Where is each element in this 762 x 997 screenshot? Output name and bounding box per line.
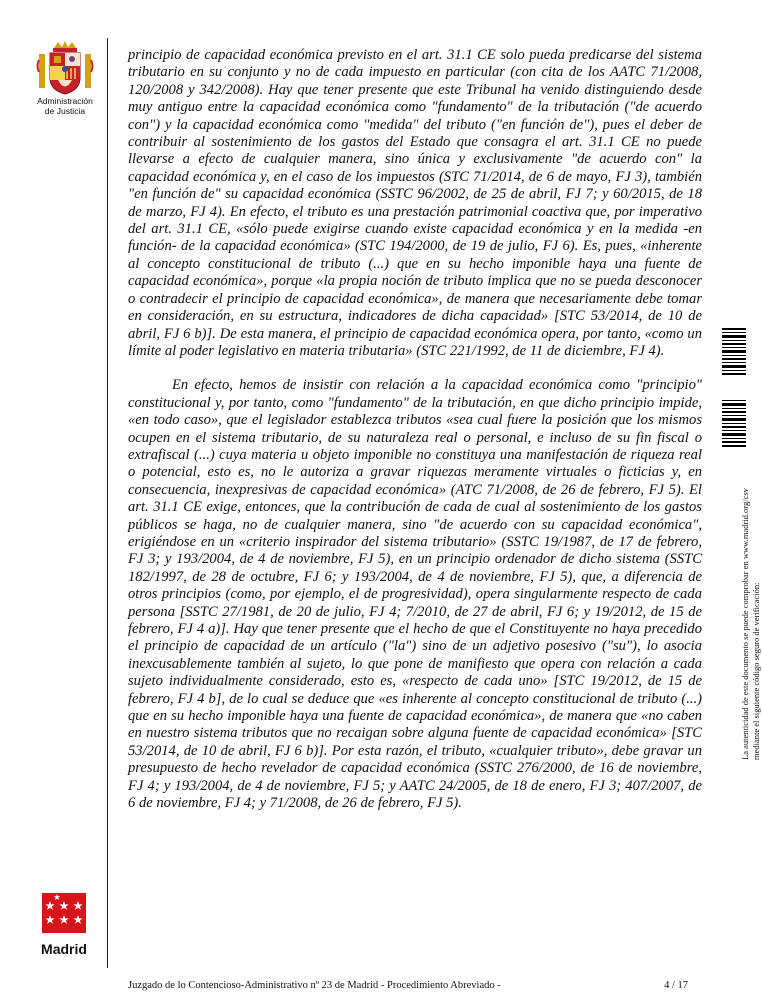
spain-coat-of-arms-icon xyxy=(36,40,94,96)
logo-administracion-justicia xyxy=(30,40,100,116)
paragraph-2: En efecto, hemos de insistir con relación a la capacidad económica como "principio" constitucional y, por tanto, como "fundamento" de la tributación, en que dicho principio impide, «en todo caso», que el legislador establezca tributos «sea cual fuere la posición que los mismos ocupen en el sistema tributario, de su naturaleza real o personal, e incluso de su fin fiscal o extrafiscal (...) cuya materia u objeto imponible no constituya una manifestación de riqueza real o potencial, esto es, no le autoriza a gravar riquezas meramente virtuales o ficticias y, en consecuencia, inexpresivas de capacidad económica» (ATC 71/2008, de 26 de febrero, FJ 5). El art. 31.1 CE exige, entonces, que la contribución de cada de cual al sostenimiento de los gastos públicos se haga, no de cualquier manera, sino "de acuerdo con su capacidad económica", erigiéndose en un «criterio inspirador del sistema tributario» (SSTC 19/1987, de 17 de febrero, FJ 3; y 193/2004, de 4 de noviembre, FJ 5), en un principio ordenador de dicho sistema (SSTC 182/1997, de 28 de octubre, FJ 6; y 193/2004, de 4 de noviembre, FJ 5), que, a diferencia de otros principios (como, por ejemplo, el de progresividad), opera singularmente respecto de cada persona [SSTC 27/1981, de 20 de julio, FJ 4; 7/2010, de 27 de abril, FJ 6; y 19/2012, de 15 de febrero, FJ 4 a)]. Hay que tener presente que el hecho de que el Constituyente no haya precedido el principio de capacidad de un artículo ("la") sino de un adjetivo posesivo ("su"), lo asocia inexcusablemente también al sujeto, lo que pone de manifiesto que opera con relación a cada sujeto individualmente considerado, esto es, «respecto de cada uno» [STC 19/2012, de 15 de febrero, FJ 4 b], de lo cual se deduce que «es inherente al concepto constitucional de tributo (...) que en su hecho imponible haya una fuente de capacidad económica», de manera que «no caben en nuestro sistema tributos que no recaigan sobre alguna fuente de capacidad económica» [STC 53/2014, de 10 de abril, FJ 6 b)]. Por esta razón, el tributo, «cualquier tributo», debe gravar un presupuesto de hecho revelador de capacidad económica (SSTC 276/2000, de 16 de noviembre, FJ 4; y 193/2004, de 4 de noviembre, FJ 5; y AATC 24/2005, de 18 de enero, FJ 3; 407/2007, de 6 de noviembre, FJ 4; y 71/2008, de 26 de febrero, FJ 5). xyxy=(128,377,702,812)
verification-note-line2: mediante el siguiente código seguro de verificación: xyxy=(751,582,761,760)
madrid-stars-icon xyxy=(42,893,86,933)
logo-label-line2: de Justicia xyxy=(44,106,86,116)
barcode-icon xyxy=(722,400,746,448)
left-margin-rule xyxy=(107,38,108,968)
footer-court: Juzgado de lo Contencioso-Administrativo nº 23 de Madrid - Procedimiento Abreviado - xyxy=(128,980,501,991)
barcode-icon xyxy=(722,328,746,376)
paragraph-1: principio de capacidad económica previsto en el art. 31.1 CE solo pueda predicarse del sistema tributario en su conjunto y no de cada impuesto en particular (con cita de los AATC 71/2008, 120/2008 y 342/2008). Hay que tener presente que este Tribunal ha venido distinguiendo desde muy antiguo entre la capacidad económica como "fundamento" de la tributación ("de acuerdo con") y la capacidad económica como "medida" del tributo ("en función de"), pues el deber de contribuir al sostenimiento de los gastos del Estado que consagra el art. 31.1 CE no puede llevarse a efecto de cualquier manera, sino única y exclusivamente "de acuerdo con" la capacidad económica y, en el caso de los impuestos (STC 71/2014, de 6 de mayo, FJ 3), también "en función de" su capacidad económica (SSTC 96/2002, de 25 de abril, FJ 7; y 60/2015, de 18 de marzo, FJ 4). En efecto, el tributo es una prestación patrimonial coactiva que, por imperativo del art. 31.1 CE, «sólo puede exigirse cuando existe capacidad económica y en la medida -en función- de la capacidad económica» (STC 194/2000, de 19 de julio, FJ 6). Es, pues, «inherente al concepto constitucional de tributo (...) que en su hecho imponible haya una fuente de capacidad económica», porque «la propia noción de tributo implica que no se pueda desconocer o contradecir el principio de capacidad económica», de manera que necesariamente debe tomar en consideración, en su estructura, indicadores de dicha capacidad» [STC 53/2014, de 10 de abril, FJ 6 b)]. De esta manera, el principio de capacidad económica opera, por tanto, «como un límite al poder legislativo en materia tributaria» (STC 221/1992, de 11 de diciembre, FJ 4). xyxy=(128,47,702,359)
madrid-label: Madrid xyxy=(41,941,87,957)
document-body xyxy=(128,47,702,812)
page-number: 4 / 17 xyxy=(664,980,688,991)
verification-note-line1: La autenticidad de este documento se puede comprobar en www.madrid.org/csv xyxy=(740,488,750,760)
logo-label-line1: Administración xyxy=(37,96,93,106)
page-footer xyxy=(128,980,688,991)
logo-comunidad-madrid xyxy=(33,893,95,957)
verification-note xyxy=(740,454,762,760)
